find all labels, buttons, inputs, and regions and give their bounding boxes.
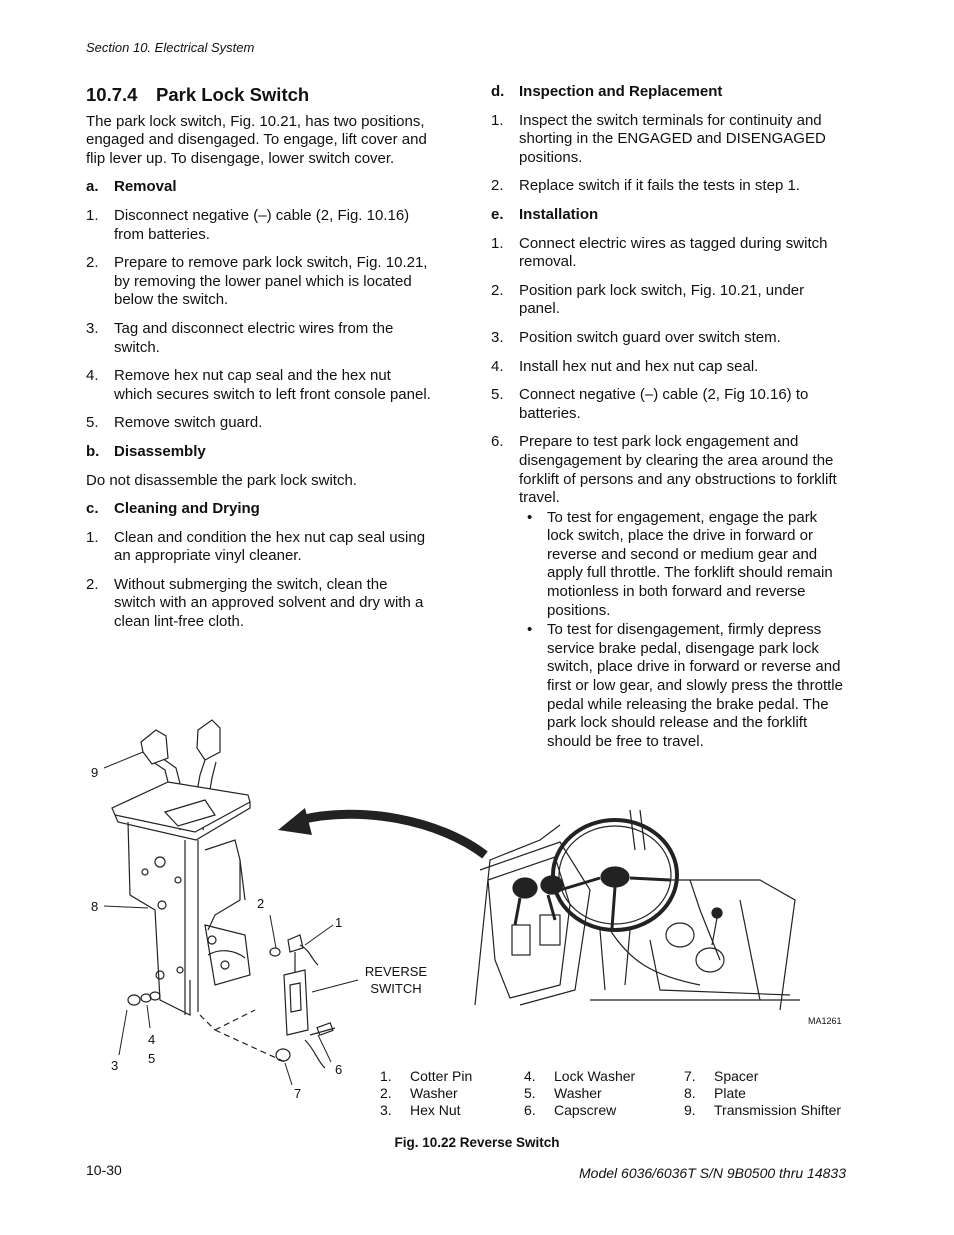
list-item: 1. Clean and condition the hex nut cap seal using an appropriate vinyl cleaner. (86, 528, 426, 565)
inspection-heading: d. Inspection and Replacement (491, 83, 723, 100)
list-item: 2. Replace switch if it fails the tests in step 1. (491, 177, 800, 195)
legend-column-2 (524, 1068, 635, 1119)
legend-column-1 (380, 1068, 472, 1119)
reverse-label-line1: REVERSE (364, 964, 428, 979)
list-item: 3. Position switch guard over switch stem. (491, 328, 781, 346)
installation-heading: e. Installation (491, 205, 599, 223)
callout-6: 6 (335, 1062, 343, 1077)
legend-item: 6. Capscrew (524, 1102, 617, 1118)
removal-heading: a. Removal (86, 178, 177, 196)
callout-3: 3 (111, 1058, 119, 1073)
callout-2: 2 (257, 896, 265, 911)
list-item: 2. Prepare to remove park lock switch, Fig. 10.21, by removing the lower panel which is located below the switch. (86, 254, 428, 309)
list-item: 1. Connect electric wires as tagged during switch removal. (491, 234, 828, 271)
legend-item: 5. Washer (524, 1085, 602, 1101)
legend-column-3 (684, 1068, 841, 1119)
cleaning-heading: c. Cleaning and Drying (86, 500, 260, 518)
callout-5: 5 (148, 1051, 156, 1066)
callout-9: 9 (91, 765, 99, 780)
reverse-label-line2: SWITCH (370, 981, 422, 996)
figure-code: MA1261 (808, 1016, 842, 1026)
callout-1: 1 (335, 915, 343, 930)
callout-7: 7 (294, 1086, 302, 1101)
list-item: 5. Remove switch guard. (86, 414, 263, 432)
bullet-item: • To test for disengagement, firmly depress service brake pedal, disengage park lock switch, place drive in forward or reverse and first or low gear, and slowly press the throttle pedal while releasing the brake pedal. The park lock should release and the forklift should be free to travel. (527, 621, 843, 750)
legend-item: 7. Spacer (684, 1068, 759, 1084)
list-item: 2. Position park lock switch, Fig. 10.21, under panel. (491, 281, 805, 318)
list-item: 4. Install hex nut and hex nut cap seal. (491, 357, 759, 375)
dashboard-illustration (475, 810, 800, 1010)
legend-item: 8. Plate (684, 1085, 746, 1101)
intro-paragraph: The park lock switch, Fig. 10.21, has two positions, engaged and disengaged. To engage, lift cover and flip lever up. To disengage, lower switch cover. (86, 112, 427, 167)
legend-item: 9. Transmission Shifter (684, 1102, 842, 1118)
list-item: 1. Disconnect negative (–) cable (2, Fig. 10.16) from batteries. (86, 206, 410, 243)
disassembly-text: Do not disassemble the park lock switch. (86, 471, 357, 489)
bullet-item: • To test for engagement, engage the park lock switch, place the drive in forward or reverse and second or medium gear and apply full throttle. The forklift should remain motionless in both forward and reverse positions. (527, 508, 833, 619)
model-footer: Model 6036/6036T S/N 9B0500 thru 14833 (579, 1165, 846, 1181)
list-item: 2. Without submerging the switch, clean the switch with an approved solvent and dry with a clean lint-free cloth. (86, 575, 424, 631)
figure-caption: Fig. 10.22 Reverse Switch (394, 1135, 560, 1150)
callout-8: 8 (91, 899, 99, 914)
legend-item: 2. Washer (380, 1085, 458, 1101)
list-item: 1. Inspect the switch terminals for continuity and shorting in the ENGAGED and DISENGAGED positions. (491, 111, 826, 166)
list-item: 4. Remove hex nut cap seal and the hex nut which secures switch to left front console panel. (86, 367, 431, 403)
disassembly-heading: b. Disassembly (86, 442, 206, 460)
callout-4: 4 (148, 1032, 156, 1047)
section-header: Section 10. Electrical System (86, 40, 255, 55)
list-item: 5. Connect negative (–) cable (2, Fig 10.16) to batteries. (491, 386, 809, 422)
heading-title: Park Lock Switch (156, 84, 310, 105)
reverse-switch-illustration (270, 935, 335, 1068)
heading-number: 10.7.4 (86, 84, 138, 105)
legend-item: 1. Cotter Pin (380, 1068, 473, 1084)
list-item: 6. Prepare to test park lock engagement and disengagement by clearing the area around the forklift of persons and any obstructions to forklift travel. (491, 433, 837, 507)
legend-item: 3. Hex Nut (380, 1102, 461, 1118)
shifter-illustration (112, 720, 285, 1062)
legend-item: 4. Lock Washer (524, 1068, 636, 1084)
list-item: 3. Tag and disconnect electric wires from the switch. (86, 319, 394, 356)
page-number: 10-30 (86, 1162, 122, 1178)
